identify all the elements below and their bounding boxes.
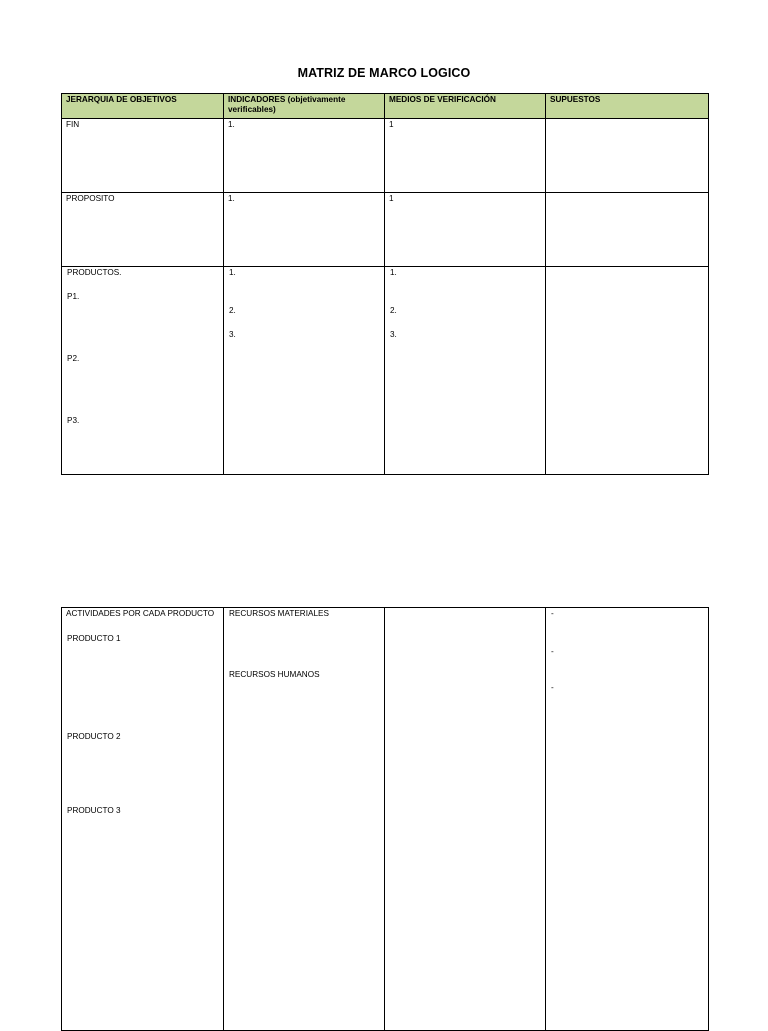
productos-indicators [224, 267, 385, 475]
bullet-2: - [551, 647, 554, 656]
table-row-fin [62, 119, 709, 193]
activity-product-1: PRODUCTO 1 [67, 634, 121, 643]
table-row-activities [62, 608, 709, 1031]
bullet-3: - [551, 683, 554, 692]
bullet-1: - [551, 609, 554, 618]
means-1: 1. [390, 268, 397, 277]
header-assumptions: SUPUESTOS [546, 94, 709, 119]
product-item-p2: P2. [67, 354, 80, 363]
resources-materials: RECURSOS MATERIALES [229, 609, 329, 618]
activity-product-2: PRODUCTO 2 [67, 732, 121, 741]
activities-empty-cell [385, 608, 546, 1031]
activities-label: ACTIVIDADES POR CADA PRODUCTO [66, 609, 215, 618]
indicator-3: 3. [229, 330, 236, 339]
header-objectives: JERARQUIA DE OBJETIVOS [62, 94, 224, 119]
productos-cell [62, 267, 224, 475]
table-header-row [62, 94, 709, 119]
proposito-assumption [546, 193, 709, 267]
productos-means [385, 267, 546, 475]
resources-cell [224, 608, 385, 1031]
means-3: 3. [390, 330, 397, 339]
fin-means: 1 [385, 119, 546, 193]
header-verification: MEDIOS DE VERIFICACIÓN [385, 94, 546, 119]
activities-bullets-cell [546, 608, 709, 1031]
productos-label: PRODUCTOS. [67, 268, 122, 277]
indicator-2: 2. [229, 306, 236, 315]
page-title: MATRIZ DE MARCO LOGICO [297, 66, 471, 80]
productos-assumption [546, 267, 709, 475]
activities-table [61, 607, 709, 1031]
proposito-indicator: 1. [224, 193, 385, 267]
resources-human: RECURSOS HUMANOS [229, 670, 320, 679]
table-row-proposito [62, 193, 709, 267]
table-row-productos [62, 267, 709, 475]
means-2: 2. [390, 306, 397, 315]
logframe-matrix-table [61, 93, 709, 475]
product-item-p3: P3. [67, 416, 80, 425]
proposito-means: 1 [385, 193, 546, 267]
fin-label: FIN [62, 119, 224, 193]
product-item-p1: P1. [67, 292, 80, 301]
fin-indicator: 1. [224, 119, 385, 193]
activity-product-3: PRODUCTO 3 [67, 806, 121, 815]
header-indicators: INDICADORES (objetivamente verificables) [224, 94, 385, 119]
proposito-label: PROPOSITO [62, 193, 224, 267]
indicator-1: 1. [229, 268, 236, 277]
activities-cell [62, 608, 224, 1031]
fin-assumption [546, 119, 709, 193]
